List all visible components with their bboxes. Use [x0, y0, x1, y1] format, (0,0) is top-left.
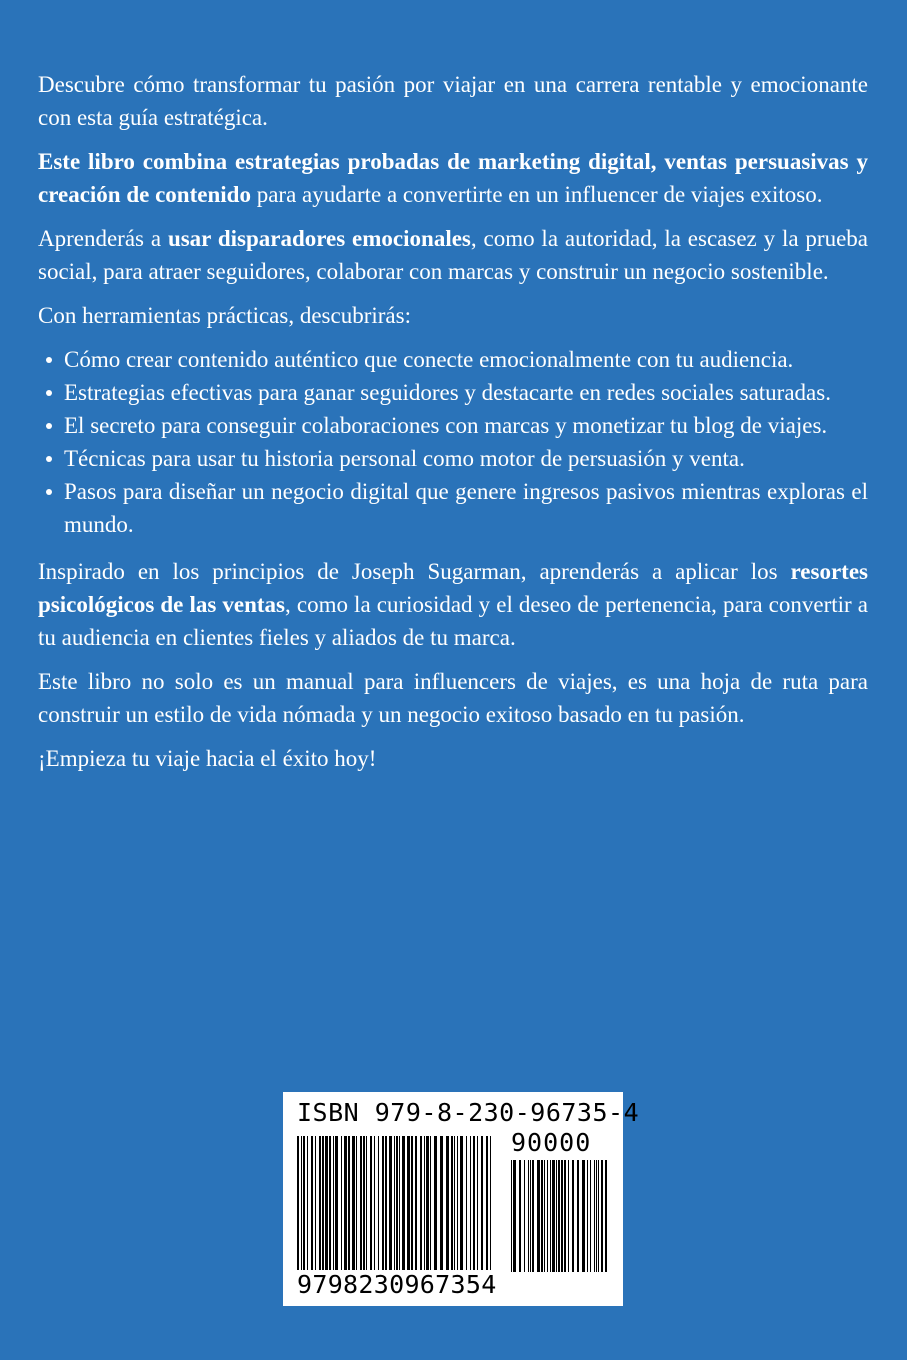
barcode-bar — [389, 1136, 392, 1274]
barcode-bar — [511, 1160, 512, 1272]
barcode-bar — [544, 1160, 545, 1272]
benefit-list — [38, 343, 868, 541]
barcode-bar — [473, 1136, 475, 1274]
barcode-bar — [430, 1136, 431, 1274]
barcode-bar — [434, 1136, 437, 1274]
combo-rest: para ayudarte a convertirte en un influencer de viajes exitoso. — [250, 182, 823, 207]
combo-bold: Este libro combina estrategias probadas de marketing digital, ventas persuasivas y creación de contenido — [38, 149, 868, 207]
bullet-icon — [46, 456, 52, 462]
barcode-bar — [598, 1160, 599, 1272]
barcode-bar — [486, 1136, 488, 1274]
barcode-bar — [466, 1136, 467, 1274]
barcode-bar — [411, 1136, 413, 1274]
sugarman-bold: resortes psicológicos de las ventas — [38, 559, 868, 617]
barcode-bar — [568, 1160, 569, 1272]
list-item-text: Cómo crear contenido auténtico que conecte emocionalmente con tu audiencia. — [64, 347, 794, 372]
bullet-icon — [46, 390, 52, 396]
list-item — [38, 409, 868, 442]
list-item-text: Estrategias efectivas para ganar seguidores y destacarte en redes sociales saturadas. — [64, 380, 831, 405]
barcode-bar — [446, 1136, 449, 1274]
list-item — [38, 343, 868, 376]
barcode-bar — [519, 1160, 521, 1272]
barcode-bar — [348, 1136, 350, 1274]
barcode-bar — [322, 1136, 324, 1274]
barcode-bar — [556, 1160, 557, 1272]
list-item — [38, 442, 868, 475]
barcode-bar — [513, 1160, 516, 1272]
barcode-bar — [344, 1136, 347, 1274]
barcode-bar — [550, 1160, 551, 1272]
barcode-bar — [402, 1136, 405, 1274]
barcode-bar — [333, 1136, 334, 1274]
list-item — [38, 376, 868, 409]
barcode-bar — [407, 1136, 410, 1274]
barcode-bar — [399, 1136, 400, 1274]
list-item-text: Pasos para diseñar un negocio digital que genere ingresos pasivos mientras exploras el mundo. — [64, 479, 868, 537]
barcode-bar — [477, 1136, 478, 1274]
triggers-paragraph — [38, 222, 868, 288]
barcode-bar — [378, 1136, 379, 1274]
barcode-bar — [460, 1136, 463, 1274]
barcode-bar — [303, 1136, 305, 1274]
isbn-label: ISBN 979-8-230-96735-4 — [297, 1098, 640, 1127]
barcode-bar — [605, 1160, 607, 1272]
barcode-bar — [594, 1160, 595, 1272]
barcode-bar — [341, 1136, 342, 1274]
barcode-bar — [590, 1160, 591, 1272]
barcode-bar — [490, 1136, 491, 1274]
barcode-bar — [530, 1160, 531, 1272]
list-item-text: El secreto para conseguir colaboraciones con marcas y monetizar tu blog de viajes. — [64, 413, 828, 438]
barcode-bar — [366, 1136, 367, 1274]
barcode-bar — [396, 1136, 398, 1274]
barcode-bar — [382, 1136, 384, 1274]
barcode-bar — [394, 1136, 395, 1274]
barcode-bar — [301, 1136, 302, 1274]
intro-paragraph: Descubre cómo transformar tu pasión por viajar en una carrera rentable y emocionante con esta guía estratégica. — [38, 72, 868, 130]
bullet-icon — [46, 423, 52, 429]
list-item — [38, 475, 868, 541]
barcode-bar — [524, 1160, 525, 1272]
barcode-bar — [325, 1136, 328, 1274]
sugarman-rest: , como la curiosidad y el deseo de pertenencia, para convertir a tu audiencia en clientes fieles y aliados de tu marca. — [38, 592, 868, 650]
barcode-bar — [356, 1136, 357, 1274]
triggers-rest: , como la autoridad, la escasez y la prueba social, para atraer seguidores, colaborar con marcas y construir un negocio sostenible. — [38, 226, 869, 284]
list-intro: Con herramientas prácticas, descubrirás: — [38, 303, 411, 328]
barcode-bar — [454, 1136, 455, 1274]
barcode-bar — [307, 1136, 308, 1274]
barcode-bar — [315, 1136, 316, 1274]
barcode-bar — [335, 1136, 338, 1274]
barcode-bar — [311, 1136, 313, 1274]
closing-line: ¡Empieza tu viaje hacia el éxito hoy! — [38, 746, 377, 771]
bullet-icon — [46, 357, 52, 363]
barcode-bar — [363, 1136, 365, 1274]
barcode-bar — [415, 1136, 417, 1274]
barcode-bar — [582, 1160, 585, 1272]
barcode-bar — [547, 1160, 548, 1272]
barcode-bar — [319, 1136, 321, 1274]
barcode-bar — [558, 1160, 560, 1272]
barcode-bar — [541, 1160, 543, 1272]
barcode-bar — [360, 1136, 362, 1274]
barcode-bar — [451, 1136, 453, 1274]
barcode-bar — [564, 1160, 566, 1272]
barcode-bar — [352, 1136, 355, 1274]
barcode-bar — [370, 1136, 372, 1274]
barcode-bar — [561, 1160, 563, 1272]
list-item-text: Técnicas para usar tu historia personal como motor de persuasión y venta. — [64, 446, 745, 471]
barcode-bar — [601, 1160, 603, 1272]
barcode-bar — [374, 1136, 375, 1274]
barcode-bar — [420, 1136, 422, 1274]
barcode-bar — [470, 1136, 471, 1274]
barcode-bar — [537, 1160, 540, 1272]
barcode-bar — [329, 1136, 331, 1274]
bullet-icon — [46, 489, 52, 495]
ean-number: 9798230967354 — [297, 1270, 497, 1299]
barcode-bar — [481, 1136, 483, 1274]
barcode-bar — [577, 1160, 579, 1272]
barcode-bar — [572, 1160, 574, 1272]
barcode-bar — [596, 1160, 597, 1272]
barcode-bar — [552, 1160, 555, 1272]
barcode-bar — [528, 1160, 529, 1272]
barcode-bar — [297, 1136, 299, 1274]
barcode-bar — [440, 1136, 443, 1274]
description — [38, 68, 868, 786]
barcode-bar — [385, 1136, 387, 1274]
sugarman-before: Inspirado en los principios de Joseph Sugarman, aprenderás a aplicar los — [38, 559, 791, 584]
roadmap-paragraph: Este libro no solo es un manual para influencers de viajes, es una hoja de ruta para construir un estilo de vida nómada y un negocio exitoso basado en tu pasión. — [38, 669, 868, 727]
triggers-before: Aprenderás a — [38, 226, 168, 251]
barcode-bar — [457, 1136, 458, 1274]
barcode-bar — [424, 1136, 425, 1274]
isbn-barcode — [283, 1092, 640, 1306]
combo-paragraph — [38, 145, 868, 211]
sugarman-paragraph — [38, 555, 868, 654]
triggers-bold: usar disparadores emocionales — [167, 226, 471, 251]
barcode-bar — [532, 1160, 534, 1272]
barcode-bar — [426, 1136, 429, 1274]
addon-number: 90000 — [511, 1128, 592, 1157]
barcode-bar — [587, 1160, 588, 1272]
